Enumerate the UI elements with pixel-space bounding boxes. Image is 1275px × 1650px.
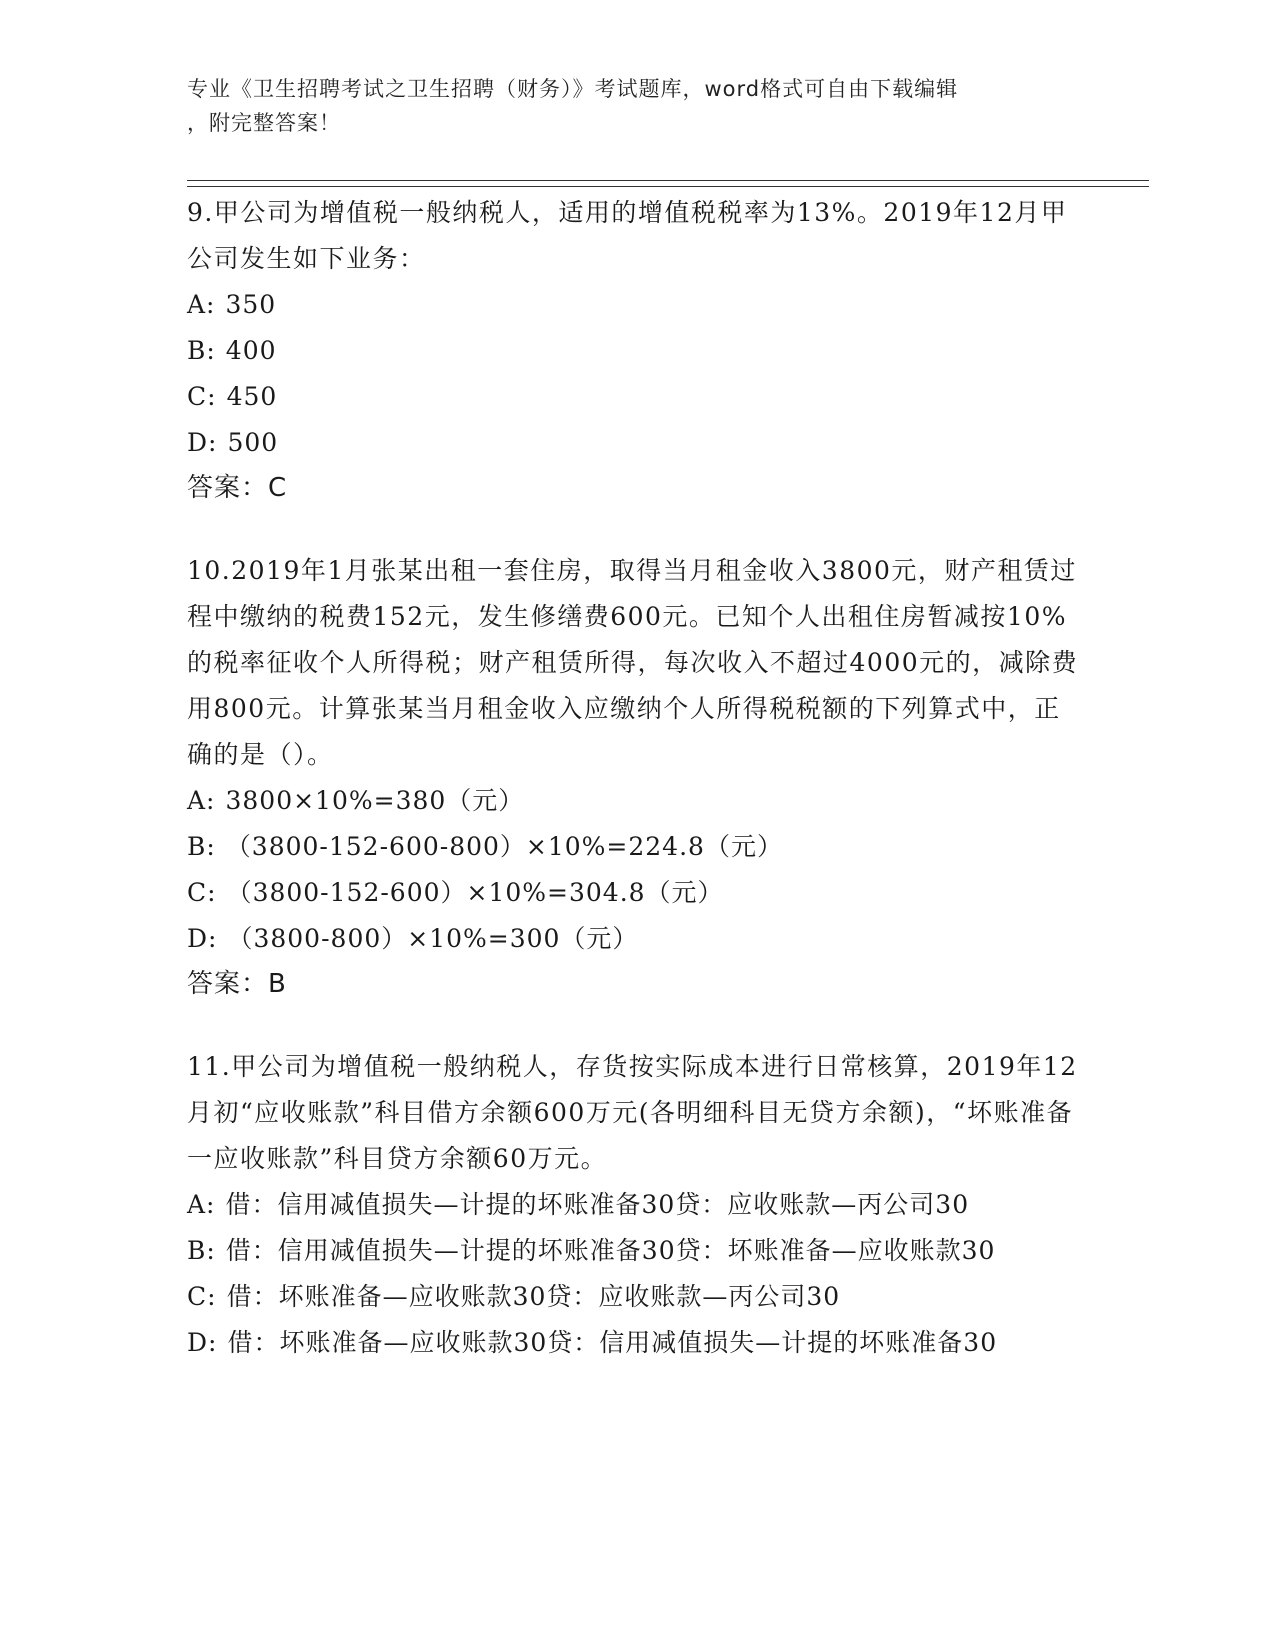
option-d	[187, 420, 1087, 466]
option-text: 借：信用减值损失—计提的坏账准备30贷：坏账准备—应收账款30	[225, 1236, 996, 1265]
header-line-1: 专业《卫生招聘考试之卫生招聘（财务）》考试题库，word格式可自由下载编辑	[187, 77, 959, 101]
option-c	[187, 870, 1087, 916]
answer-label: 答案：C	[187, 473, 288, 503]
option-c	[187, 1274, 1087, 1320]
option-letter: B:	[187, 832, 216, 861]
question-stem: 9.甲公司为增值税一般纳税人，适用的增值税税率为13%。2019年12月甲公司发生如下业务：	[187, 198, 1068, 273]
question-list	[187, 190, 1087, 1404]
question-9	[187, 190, 1087, 510]
option-text: 借：坏账准备—应收账款30贷：应收账款—丙公司30	[226, 1282, 841, 1311]
option-text: （3800-800）×10%=300（元）	[227, 924, 639, 953]
option-text: 350	[225, 290, 277, 319]
option-b	[187, 1228, 1087, 1274]
header-divider-top	[187, 180, 1149, 181]
question-stem: 10.2019年1月张某出租一套住房，取得当月租金收入3800元，财产租赁过程中缴纳的税费152元，发生修缮费600元。已知个人出租住房暂减按10%的税率征收个人所得税；财产租赁所得，每次收入不超过4000元的，减除费用800元。计算张某当月租金收入应缴纳个人所得税税额的下列算式中，正确的是（）。	[187, 556, 1079, 769]
question-stem: 11.甲公司为增值税一般纳税人，存货按实际成本进行日常核算，2019年12月初“应收账款”科目借方余额600万元(各明细科目无贷方余额)，“坏账准备一应收账款”科目贷方余额60万元。	[187, 1052, 1078, 1173]
option-text: （3800-152-600-800）×10%=224.8（元）	[225, 832, 783, 861]
option-letter: D:	[187, 428, 218, 457]
option-letter: B:	[187, 336, 216, 365]
header-line-2: ，附完整答案！	[187, 111, 341, 135]
option-text: 500	[227, 428, 279, 457]
option-text: （3800-152-600）×10%=304.8（元）	[226, 878, 724, 907]
document-header	[187, 72, 1067, 140]
option-d	[187, 1320, 1087, 1366]
option-d	[187, 916, 1087, 962]
question-11	[187, 1044, 1087, 1366]
option-text: 450	[226, 382, 278, 411]
option-b	[187, 824, 1087, 870]
option-c	[187, 374, 1087, 420]
option-text: 400	[225, 336, 277, 365]
answer-label: 答案：B	[187, 969, 287, 999]
option-letter: C:	[187, 878, 217, 907]
option-letter: C:	[187, 382, 217, 411]
option-a	[187, 282, 1087, 328]
option-letter: A:	[187, 290, 216, 319]
option-text: 借：坏账准备—应收账款30贷：信用减值损失—计提的坏账准备30	[227, 1328, 998, 1357]
option-letter: A:	[187, 1190, 216, 1219]
option-a	[187, 1182, 1087, 1228]
option-letter: C:	[187, 1282, 217, 1311]
option-letter: D:	[187, 924, 218, 953]
option-text: 借：信用减值损失—计提的坏账准备30贷：应收账款—丙公司30	[225, 1190, 970, 1219]
header-divider-bottom	[187, 186, 1149, 187]
option-a	[187, 778, 1087, 824]
option-letter: D:	[187, 1328, 218, 1357]
option-letter: A:	[187, 786, 216, 815]
option-b	[187, 328, 1087, 374]
option-letter: B:	[187, 1236, 216, 1265]
question-10	[187, 548, 1087, 1006]
option-text: 3800×10%=380（元）	[225, 786, 525, 815]
